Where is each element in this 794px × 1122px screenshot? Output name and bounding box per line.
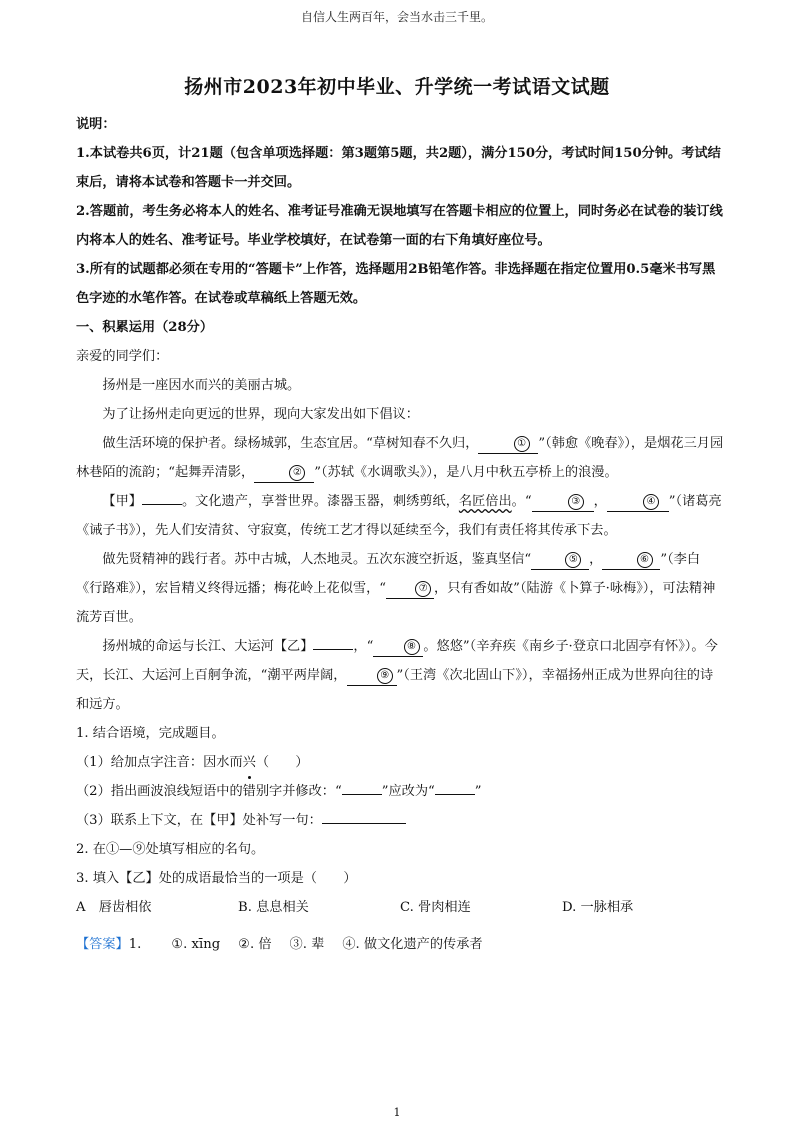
- fill-blank[interactable]: ⑤: [531, 551, 589, 570]
- passage-paragraph: 【甲】 。文化遗产，享誉世界。漆器玉器，刺绣剪纸，名匠倍出。“ ③ ， ④ ”（诸葛亮《诫子书》），先人们安清贫、守寂寞，传统工艺才得以延续至今，我们有责任将其传承下去。: [76, 494, 722, 538]
- option-c[interactable]: C. 骨肉相连: [400, 900, 471, 915]
- question-1-2: （2）指出画波浪线短语中的错别字并修改：“ ”应改为“ ”: [76, 784, 482, 799]
- instruction-item-1: 1.本试卷共6页，计21题（包含单项选择题：第3题第5题，共2题），满分150分，考试时间150分钟。考试结束后，请将本试卷和答题卡一并交回。: [76, 146, 721, 190]
- page-title: 扬州市2023年初中毕业、升学统一考试语文试题: [184, 76, 610, 98]
- question-1-1: （1）给加点字注音：因水而兴（ ）: [76, 748, 724, 777]
- answer-line: 【答案】1. ①. xīng ②. 倍 ③. 辈 ④. 做文化遗产的传承者: [76, 937, 483, 952]
- question-1-3: （3）联系上下文，在【甲】处补写一句：: [76, 806, 724, 835]
- passage-paragraph: 做先贤精神的践行者。苏中古城，人杰地灵。五次东渡空折返，鉴真坚信“ ⑤ ， ⑥ ”（李白《行路难》），宏旨精义终得远播；梅花岭上花似雪，“ ⑦ ，只有香如故”（陆游《卜算子·咏梅》），可法精神流芳百世。: [76, 552, 716, 625]
- answer-label: 【答案】: [76, 937, 129, 952]
- fill-blank[interactable]: ①: [478, 435, 538, 454]
- fill-blank[interactable]: ⑥: [602, 551, 660, 570]
- option-b[interactable]: B. 息息相关: [238, 900, 309, 915]
- fill-blank[interactable]: [435, 794, 475, 795]
- question-1: 1. 结合语境，完成题目。: [76, 726, 225, 741]
- instructions-label: 说明：: [76, 117, 116, 132]
- wavy-underline-phrase: 名匠倍出: [458, 494, 512, 509]
- fill-blank[interactable]: ④: [607, 493, 669, 512]
- fill-blank[interactable]: ⑨: [347, 667, 397, 686]
- instruction-item-3: 3.所有的试题都必须在专用的“答题卡”上作答，选择题用2B铅笔作答。非选择题在指定位置用0.5毫米书写黑色字迹的水笔作答。在试卷或草稿纸上答题无效。: [76, 262, 716, 306]
- fill-blank[interactable]: [313, 649, 353, 650]
- instruction-item-2: 2.答题前，考生务必将本人的姓名、准考证号准确无误地填写在答题卡相应的位置上，同时务必在试卷的装订线内将本人的姓名、准考证号。毕业学校填好，在试卷第一面的右下角填好座位号。: [76, 204, 723, 248]
- passage-paragraph: 扬州城的命运与长江、大运河【乙】 ，“ ⑧ 。悠悠”（辛弃疾《南乡子·登京口北固亭有怀》）。今天，长江、大运河上百舸争流，“潮平两岸阔， ⑨ ”（王湾《次北固山下》），幸福扬州正成为世界向往的诗和远方。: [76, 639, 718, 712]
- fill-blank[interactable]: [142, 504, 182, 505]
- fill-blank[interactable]: ⑦: [386, 580, 434, 599]
- fill-blank[interactable]: [342, 794, 382, 795]
- question-2: 2. 在①—⑨处填写相应的名句。: [76, 842, 265, 857]
- passage-paragraph: 为了让扬州走向更远的世界，现向大家发出如下倡议：: [102, 407, 419, 422]
- page-number: 1: [393, 1106, 401, 1119]
- section-heading: 一、积累运用（28分）: [76, 320, 214, 335]
- passage-greeting: 亲爱的同学们：: [76, 349, 169, 364]
- fill-blank[interactable]: ②: [254, 464, 314, 483]
- document-body: [76, 110, 724, 959]
- option-d[interactable]: D. 一脉相承: [562, 900, 634, 915]
- header-motto: 自信人生两百年，会当水击三千里。: [300, 10, 493, 24]
- passage-paragraph: 做生活环境的保护者。绿杨城郭，生态宜居。“草树知春不久归， ① ”（韩愈《晚春》），是烟花三月园林巷陌的流韵；“起舞弄清影， ② ”（苏轼《水调歌头》），是八月中秋五亭桥上的浪漫。: [76, 429, 724, 487]
- question-3: 3. 填入【乙】处的成语最恰当的一项是（ ）: [76, 871, 357, 886]
- question-3-options: [76, 893, 724, 922]
- fill-blank[interactable]: ⑧: [373, 638, 423, 657]
- option-a[interactable]: A 唇齿相依: [76, 900, 152, 915]
- passage-paragraph: 扬州是一座因水而兴的美丽古城。: [102, 378, 301, 393]
- dotted-character: 兴: [243, 748, 256, 777]
- fill-blank[interactable]: [322, 823, 406, 824]
- fill-blank[interactable]: ③: [532, 493, 594, 512]
